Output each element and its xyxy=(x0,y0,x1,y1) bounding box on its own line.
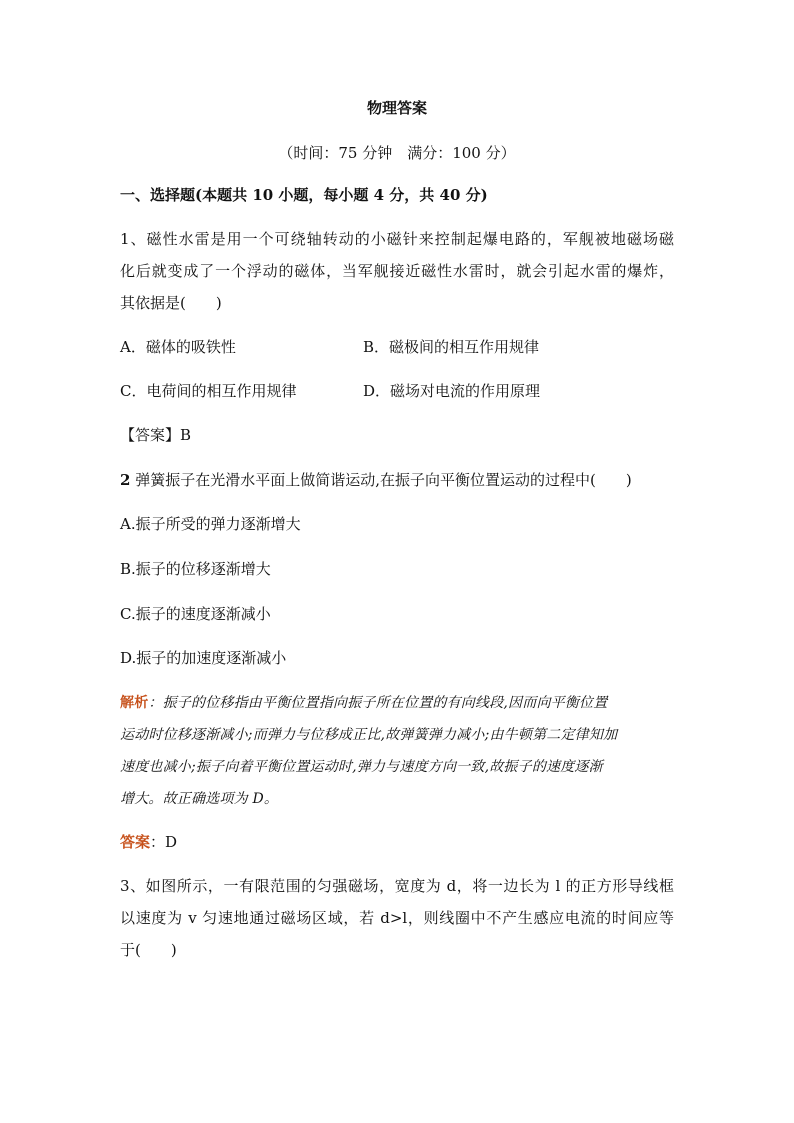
answer-label: 答案 xyxy=(120,833,151,851)
q3-stem-line-1: 3、如图所示，一有限范围的匀强磁场，宽度为 d，将一边长为 l 的正方形导线框 xyxy=(120,877,674,895)
q2-stem-text: 弹簧振子在光滑水平面上做简谐运动,在振子向平衡位置运动的过程中( ) xyxy=(130,471,632,489)
q2-answer xyxy=(120,832,177,852)
q1-option-d: D．磁场对电流的作用原理 xyxy=(363,382,541,400)
answer-value: ：D xyxy=(150,833,178,851)
page-title: 物理答案 xyxy=(366,99,427,117)
q2-analysis-line-3: 速度也减小;振子向着平衡位置运动时,弹力与速度方向一致,故振子的速度逐渐 xyxy=(120,759,603,775)
q3-stem-line-3: 于( ) xyxy=(120,941,177,959)
q2-stem xyxy=(120,470,632,490)
q1-answer: 【答案】B xyxy=(120,426,192,444)
q1-option-b: B．磁极间的相互作用规律 xyxy=(363,338,540,356)
q2-analysis-line-2: 运动时位移逐渐减小;而弹力与位移成正比,故弹簧弹力减小;由牛顿第二定律知加 xyxy=(120,727,618,743)
q1-option-a: A．磁体的吸铁性 xyxy=(120,338,236,356)
q2-option-d: D.振子的加速度逐渐减小 xyxy=(120,649,287,667)
exam-info: （时间：75 分钟 满分：100 分） xyxy=(278,144,516,162)
q2-analysis-line-1 xyxy=(120,693,674,713)
q2-option-c: C.振子的速度逐渐减小 xyxy=(120,605,271,623)
analysis-text-1: ：振子的位移指由平衡位置指向振子所在位置的有向线段,因而向平衡位置 xyxy=(148,695,608,711)
q1-stem-line-2: 化后就变成了一个浮动的磁体，当军舰接近磁性水雷时，就会引起水雷的爆炸， xyxy=(120,262,674,280)
q3-stem-line-2: 以速度为 v 匀速地通过磁场区域，若 d>l，则线圈中不产生感应电流的时间应等 xyxy=(120,909,674,927)
q1-stem-line-3: 其依据是( ) xyxy=(120,294,222,312)
analysis-label: 解析 xyxy=(120,695,149,711)
section-heading: 一、选择题(本题共 10 小题，每小题 4 分，共 40 分) xyxy=(120,186,488,204)
q2-option-a: A.振子所受的弹力逐渐增大 xyxy=(120,515,301,533)
q2-number: 2 xyxy=(120,471,131,489)
q1-stem-line-1: 1、磁性水雷是用一个可绕轴转动的小磁针来控制起爆电路的，军舰被地磁场磁 xyxy=(120,230,674,248)
q1-option-c: C．电荷间的相互作用规律 xyxy=(120,382,297,400)
q2-analysis-line-4: 增大。故正确选项为 D。 xyxy=(120,791,279,807)
q2-option-b: B.振子的位移逐渐增大 xyxy=(120,560,271,578)
